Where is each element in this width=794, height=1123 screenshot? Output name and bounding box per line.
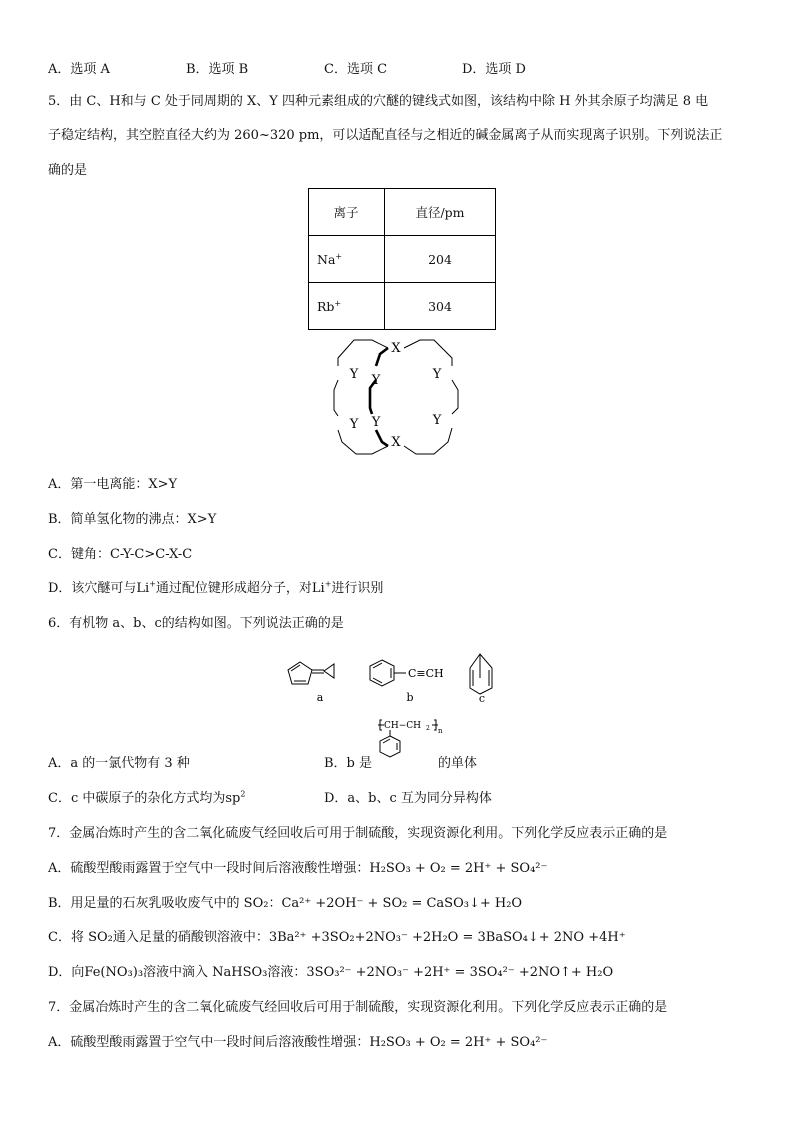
atom-x-bottom: X — [391, 435, 401, 450]
q6-option-d: D．a、b、c 互为同分异构体 — [324, 791, 492, 806]
table-cell-ion: Rb+ — [309, 283, 385, 330]
polymer-subscript: 2 — [426, 725, 430, 732]
polymer-chain: CH−CH — [384, 721, 422, 731]
q5-option-b: B．简单氢化物的沸点：X>Y — [48, 512, 217, 527]
table-header-ion: 离子 — [309, 189, 385, 236]
q6-option-b-pre: B．b 是 — [324, 756, 373, 771]
table-header-row — [309, 189, 496, 236]
top-option-a: A．选项 A — [48, 62, 110, 77]
q7-repeat-stem: 7．金属冶炼时产生的含二氧化硫废气经回收后可用于制硫酸，实现资源化利用。下列化学反应表示正确的是 — [48, 1000, 668, 1015]
table-header-diameter: 直径/pm — [385, 189, 496, 236]
top-option-c: C．选项 C — [324, 62, 388, 77]
table-row — [309, 283, 496, 330]
table-cell-value: 204 — [385, 236, 496, 283]
atom-y-right-lower: Y — [432, 413, 442, 428]
table-cell-ion: Na+ — [309, 236, 385, 283]
table-cell-value: 304 — [385, 283, 496, 330]
table-row — [309, 236, 496, 283]
q5-stem-line2: 子稳定结构，其空腔直径大约为 260~320 pm，可以适配直径与之相近的碱金属离子从而实现离子识别。下列说法正 — [48, 128, 723, 143]
q5-stem-line3: 确的是 — [48, 163, 88, 178]
atom-y-right-upper: Y — [432, 367, 442, 382]
label-b: b — [406, 691, 414, 704]
q5-option-c: C．键角：C-Y-C>C-X-C — [48, 547, 193, 562]
q6-option-c: C．c 中碳原子的杂化方式均为$sp^2$ — [48, 789, 246, 806]
molecule-b-diagram — [368, 654, 468, 704]
q7-option-d: D．向Fe(NO₃)₃溶液中滴入 NaHSO₃溶液：3SO₃²⁻ +2NO₃⁻ +2H⁺ = 3SO₄²⁻ +2NO↑+ H₂O — [48, 965, 614, 980]
q7-repeat-option-a: A．硫酸型酸雨露置于空气中一段时间后溶液酸性增强：H₂SO₃ + O₂ = 2H⁺ + SO₄²⁻ — [48, 1035, 548, 1050]
q5-stem-line1: 5．由 C、H和与 C 处于同周期的 X、Y 四种元素组成的穴醚的键线式如图，该结构中除 H 外其余原子均满足 8 电 — [48, 94, 709, 109]
top-option-d: D．选项 D — [462, 62, 526, 77]
q7-stem: 7．金属冶炼时产生的含二氧化硫废气经回收后可用于制硫酸，实现资源化利用。下列化学反应表示正确的是 — [48, 826, 668, 841]
atom-x-top: X — [391, 341, 401, 356]
cryptand-structure-diagram — [320, 334, 470, 462]
polymer-n: n — [438, 727, 443, 735]
molecule-c-diagram — [464, 648, 504, 704]
atom-y-inner-lower: Y — [371, 415, 381, 430]
label-b-triple-bond: C≡CH — [408, 667, 444, 680]
q6-option-b-post: 的单体 — [438, 756, 478, 771]
molecule-a-diagram — [286, 654, 356, 704]
q6-stem: 6．有机物 a、b、c的结构如图。下列说法正确的是 — [48, 616, 344, 631]
q5-option-a: A．第一电离能：X>Y — [48, 477, 178, 492]
q6-option-a: A．a 的一氯代物有 3 种 — [48, 756, 190, 771]
polystyrene-structure-diagram — [376, 716, 446, 762]
top-option-b: B．选项 B — [186, 62, 249, 77]
label-a: a — [316, 691, 324, 704]
atom-y-left-upper: Y — [349, 367, 359, 382]
atom-y-inner-upper: Y — [371, 373, 381, 388]
atom-y-left-lower: Y — [349, 417, 359, 432]
q7-option-c: C．将 SO₂通入足量的硝酸钡溶液中：3Ba²⁺ +3SO₂+2NO₃⁻ +2H₂O = 3BaSO₄↓+ 2NO +4H⁺ — [48, 930, 626, 945]
q7-option-b: B．用足量的石灰乳吸收废气中的 SO₂：Ca²⁺ +2OH⁻ + SO₂ = CaSO₃↓+ H₂O — [48, 896, 523, 911]
label-c: c — [478, 692, 486, 704]
q7-option-a: A．硫酸型酸雨露置于空气中一段时间后溶液酸性增强：H₂SO₃ + O₂ = 2H⁺ + SO₄²⁻ — [48, 861, 548, 876]
ion-diameter-table — [308, 188, 496, 330]
q5-option-d: D．该穴醚可与Li+通过配位键形成超分子，对Li+进行识别 — [48, 579, 384, 596]
